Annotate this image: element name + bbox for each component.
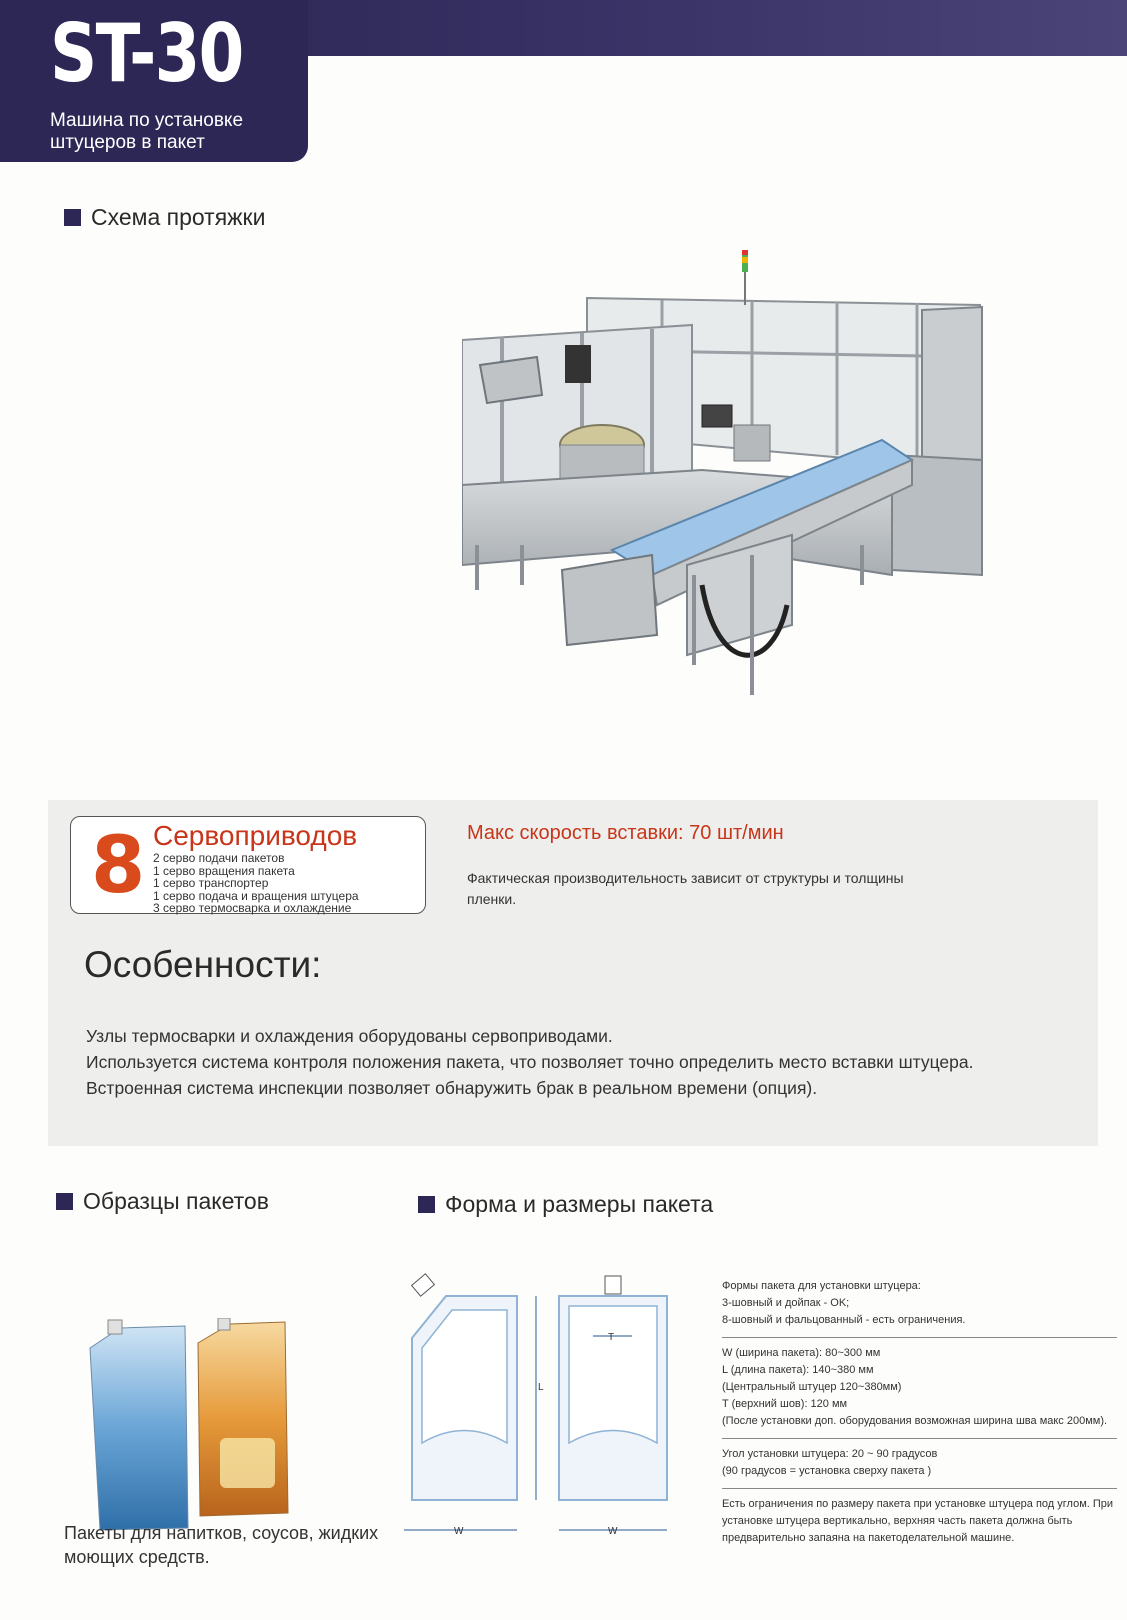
- servo-item: 2 серво подачи пакетов: [153, 851, 285, 865]
- servo-item: 1 серво подача и вращения штуцера: [153, 888, 359, 903]
- pouch-dimension-diagram: [404, 1268, 734, 1568]
- features-list: [86, 1023, 973, 1101]
- section-scheme-label: Схема протяжки: [91, 204, 266, 230]
- w-label: W: [454, 1526, 464, 1537]
- samples-caption: Пакеты для напитков, соусов, жидких моющих средств.: [64, 1523, 379, 1567]
- section-scheme-heading: [64, 204, 265, 231]
- spec-note: Есть ограничения по размеру пакета при установке штуцера под углом. При установке штуцера вертикально, верхняя часть пакета должна быть предварительно запаяна на пакетоделательной машине.: [722, 1498, 1114, 1544]
- bullet-square-icon: [418, 1196, 435, 1213]
- model-subtitle: Машина по установке штуцеров в пакет: [50, 110, 244, 153]
- servo-item: 1 серво вращения пакета: [153, 863, 295, 878]
- spec-line: Формы пакета для установки штуцера:: [722, 1280, 921, 1292]
- servo-item: 3 серво термосварка и охлаждение: [153, 901, 352, 915]
- section-shape-heading: [418, 1191, 713, 1218]
- spec-line: 8-шовный и фальцованный - есть ограничения.: [722, 1314, 966, 1326]
- feature-item: Встроенная система инспекции позволяет обнаружить брак в реальном времени (опция).: [86, 1078, 818, 1098]
- model-name: ST-30: [50, 7, 243, 100]
- l-label: L: [538, 1382, 544, 1393]
- section-shape-label: Форма и размеры пакета: [445, 1191, 714, 1217]
- spec-line: T (верхний шов): 120 мм: [722, 1398, 848, 1410]
- section-samples-heading: [56, 1188, 269, 1215]
- spec-line: (После установки доп. оборудования возможная ширина шва макс 200мм).: [722, 1415, 1108, 1427]
- spec-line: (90 градусов = установка сверху пакета ): [722, 1465, 932, 1477]
- specs-block: [722, 1278, 1117, 1547]
- bullet-square-icon: [56, 1193, 73, 1210]
- section-samples-label: Образцы пакетов: [83, 1188, 269, 1214]
- servo-count: 8: [91, 821, 146, 911]
- sample-pouches-photo: [80, 1318, 310, 1540]
- spec-line: Угол установки штуцера: 20 ~ 90 градусов: [722, 1448, 938, 1460]
- max-speed: Макс скорость вставки: 70 шт/мин: [467, 822, 784, 844]
- pouch-angled-spout: [412, 1274, 517, 1500]
- servo-box: [70, 816, 426, 914]
- title-box: [0, 0, 308, 162]
- spec-line: L (длина пакета): 140~380 мм: [722, 1364, 874, 1376]
- speed-note: Фактическая производительность зависит от структуры и толщины пленки.: [467, 870, 904, 907]
- w-label: W: [608, 1526, 618, 1537]
- servo-item: 1 серво транспортер: [153, 876, 269, 890]
- servo-title: Сервоприводов: [153, 820, 358, 851]
- bullet-square-icon: [64, 209, 81, 226]
- divider: [722, 1438, 1117, 1439]
- divider: [722, 1488, 1117, 1489]
- pouch-top-spout: [559, 1276, 667, 1500]
- features-heading: Особенности:: [84, 944, 322, 985]
- spec-line: (Центральный штуцер 120~380мм): [722, 1381, 902, 1393]
- servo-list: [153, 852, 359, 915]
- feature-item: Узлы термосварки и охлаждения оборудованы сервоприводами.: [86, 1026, 613, 1046]
- spec-line: 3-шовный и дойпак - OK;: [722, 1297, 850, 1309]
- t-label: T: [608, 1332, 615, 1343]
- spec-line: W (ширина пакета): 80~300 мм: [722, 1347, 881, 1359]
- machine-photo: [462, 245, 1022, 740]
- feature-item: Используется система контроля положения пакета, что позволяет точно определить место вставки штуцера.: [86, 1052, 974, 1072]
- divider: [722, 1337, 1117, 1338]
